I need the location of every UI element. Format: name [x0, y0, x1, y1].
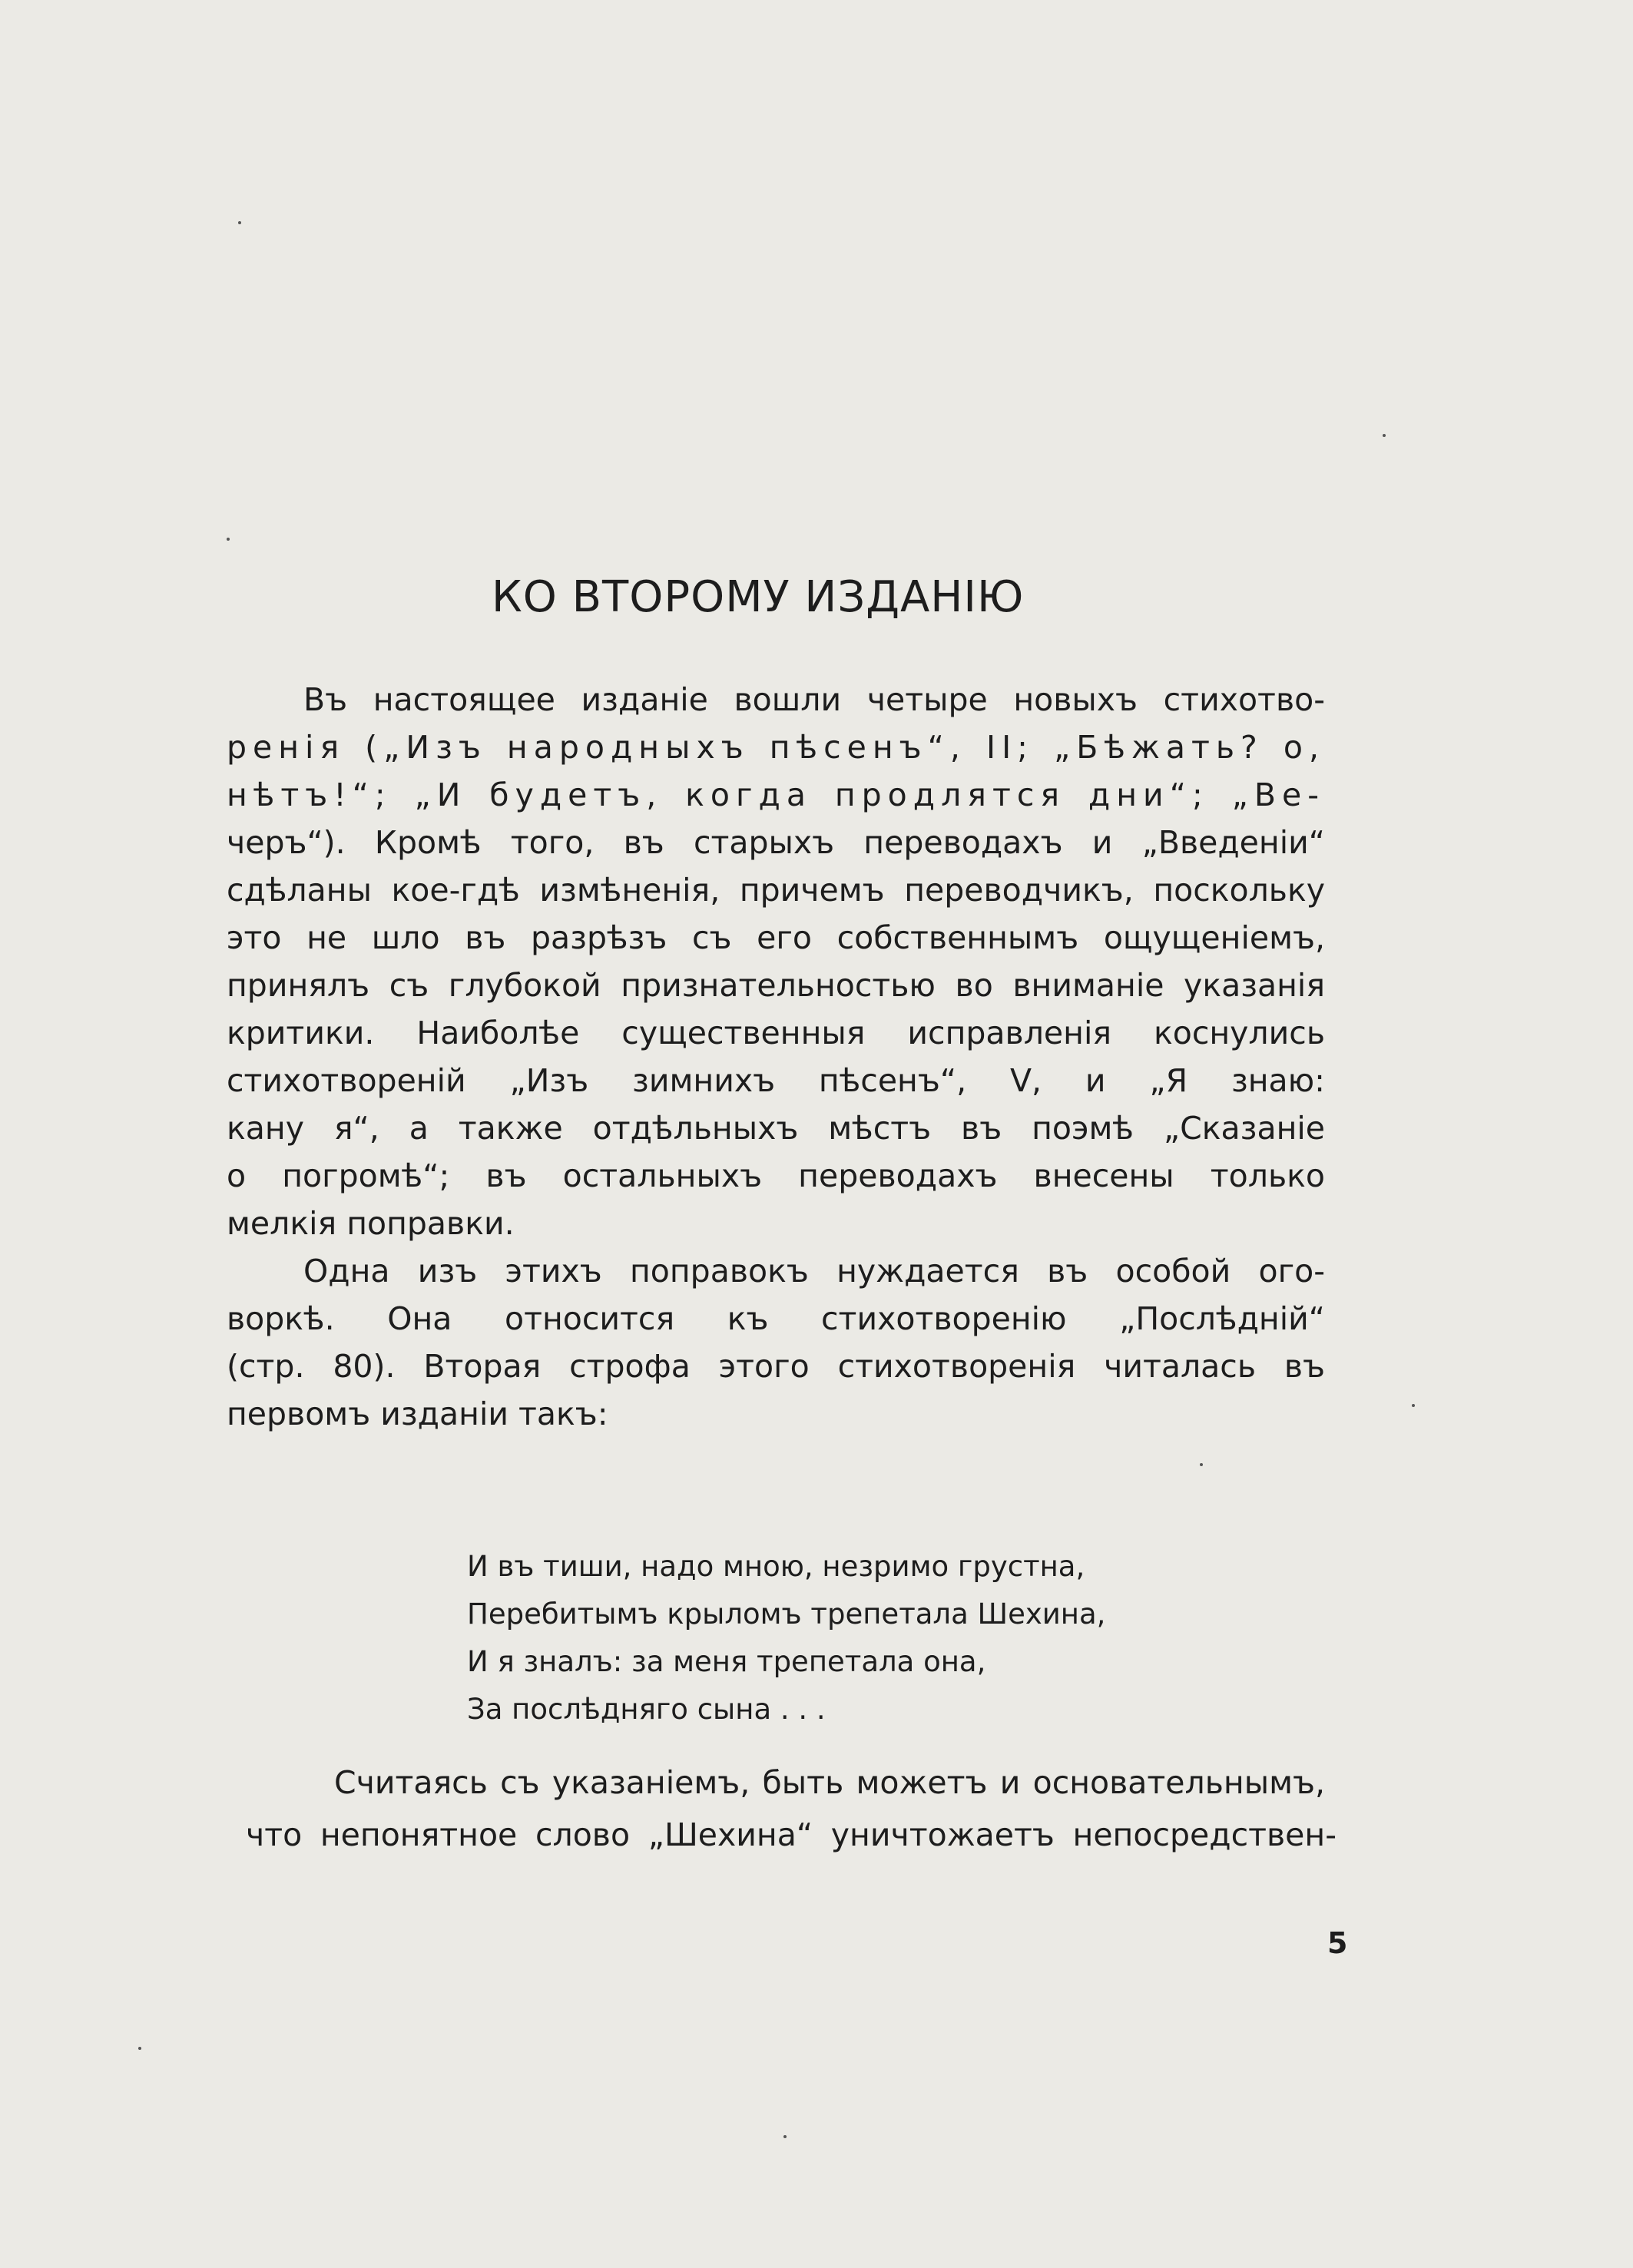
- text-line: стихотвореній „Изъ зимнихъ пѣсенъ“, V, и „Я знаю:: [227, 1062, 1325, 1099]
- text-line: о погромѣ“; въ остальныхъ переводахъ внесены только: [227, 1157, 1325, 1194]
- text-line: сдѣланы кое-гдѣ измѣненія, причемъ переводчикъ, поскольку: [227, 872, 1325, 909]
- paper-speck: [138, 2047, 141, 2050]
- text-line: кану я“, а также отдѣльныхъ мѣстъ въ поэмѣ „Сказаніе: [227, 1110, 1325, 1147]
- text-line: Одна изъ этихъ поправокъ нуждается въ особой ого-: [303, 1253, 1325, 1290]
- text-line: что непонятное слово „Шехина“ уничтожаетъ непосредствен-: [246, 1816, 1337, 1853]
- text-line: принялъ съ глубокой признательностью во вниманіе указанія: [227, 967, 1325, 1004]
- page-title: КО ВТОРОМУ ИЗДАНІЮ: [492, 572, 1025, 622]
- text-line: нѣтъ!“; „И будетъ, когда продлятся дни“; „Ве-: [227, 776, 1325, 813]
- paper-speck: [238, 221, 241, 224]
- text-line: воркѣ. Она относится къ стихотворенію „Послѣдній“: [227, 1300, 1325, 1337]
- verse-line: За послѣдняго сына . . .: [467, 1693, 826, 1726]
- verse-line: Перебитымъ крыломъ трепетала Шехина,: [467, 1598, 1106, 1631]
- text-line: это не шло въ разрѣзъ съ его собственнымъ ощущеніемъ,: [227, 919, 1325, 956]
- text-line: Въ настоящее изданіе вошли четыре новыхъ стихотво-: [303, 681, 1325, 718]
- paper-speck: [1383, 434, 1386, 437]
- text-line: черъ“). Кромѣ того, въ старыхъ переводахъ и „Введеніи“: [227, 824, 1325, 861]
- text-line: ренія („Изъ народныхъ пѣсенъ“, II; „Бѣжать? о,: [227, 729, 1325, 766]
- text-line: критики. Наиболѣе существенныя исправленія коснулись: [227, 1015, 1325, 1051]
- paper-speck: [783, 2135, 787, 2138]
- verse-line: И въ тиши, надо мною, незримо грустна,: [467, 1550, 1085, 1583]
- text-line: (стр. 80). Вторая строфа этого стихотворенія читалась въ: [227, 1348, 1325, 1385]
- paper-speck: [1412, 1404, 1415, 1407]
- text-line: Считаясь съ указаніемъ, быть можетъ и основательнымъ,: [334, 1764, 1325, 1801]
- paper-speck: [1200, 1463, 1203, 1466]
- text-line: первомъ изданіи такъ:: [227, 1396, 608, 1432]
- text-line: мелкія поправки.: [227, 1205, 515, 1242]
- paper-speck: [227, 538, 230, 541]
- verse-line: И я зналъ: за меня трепетала она,: [467, 1645, 986, 1678]
- page-number: 5: [1327, 1926, 1348, 1960]
